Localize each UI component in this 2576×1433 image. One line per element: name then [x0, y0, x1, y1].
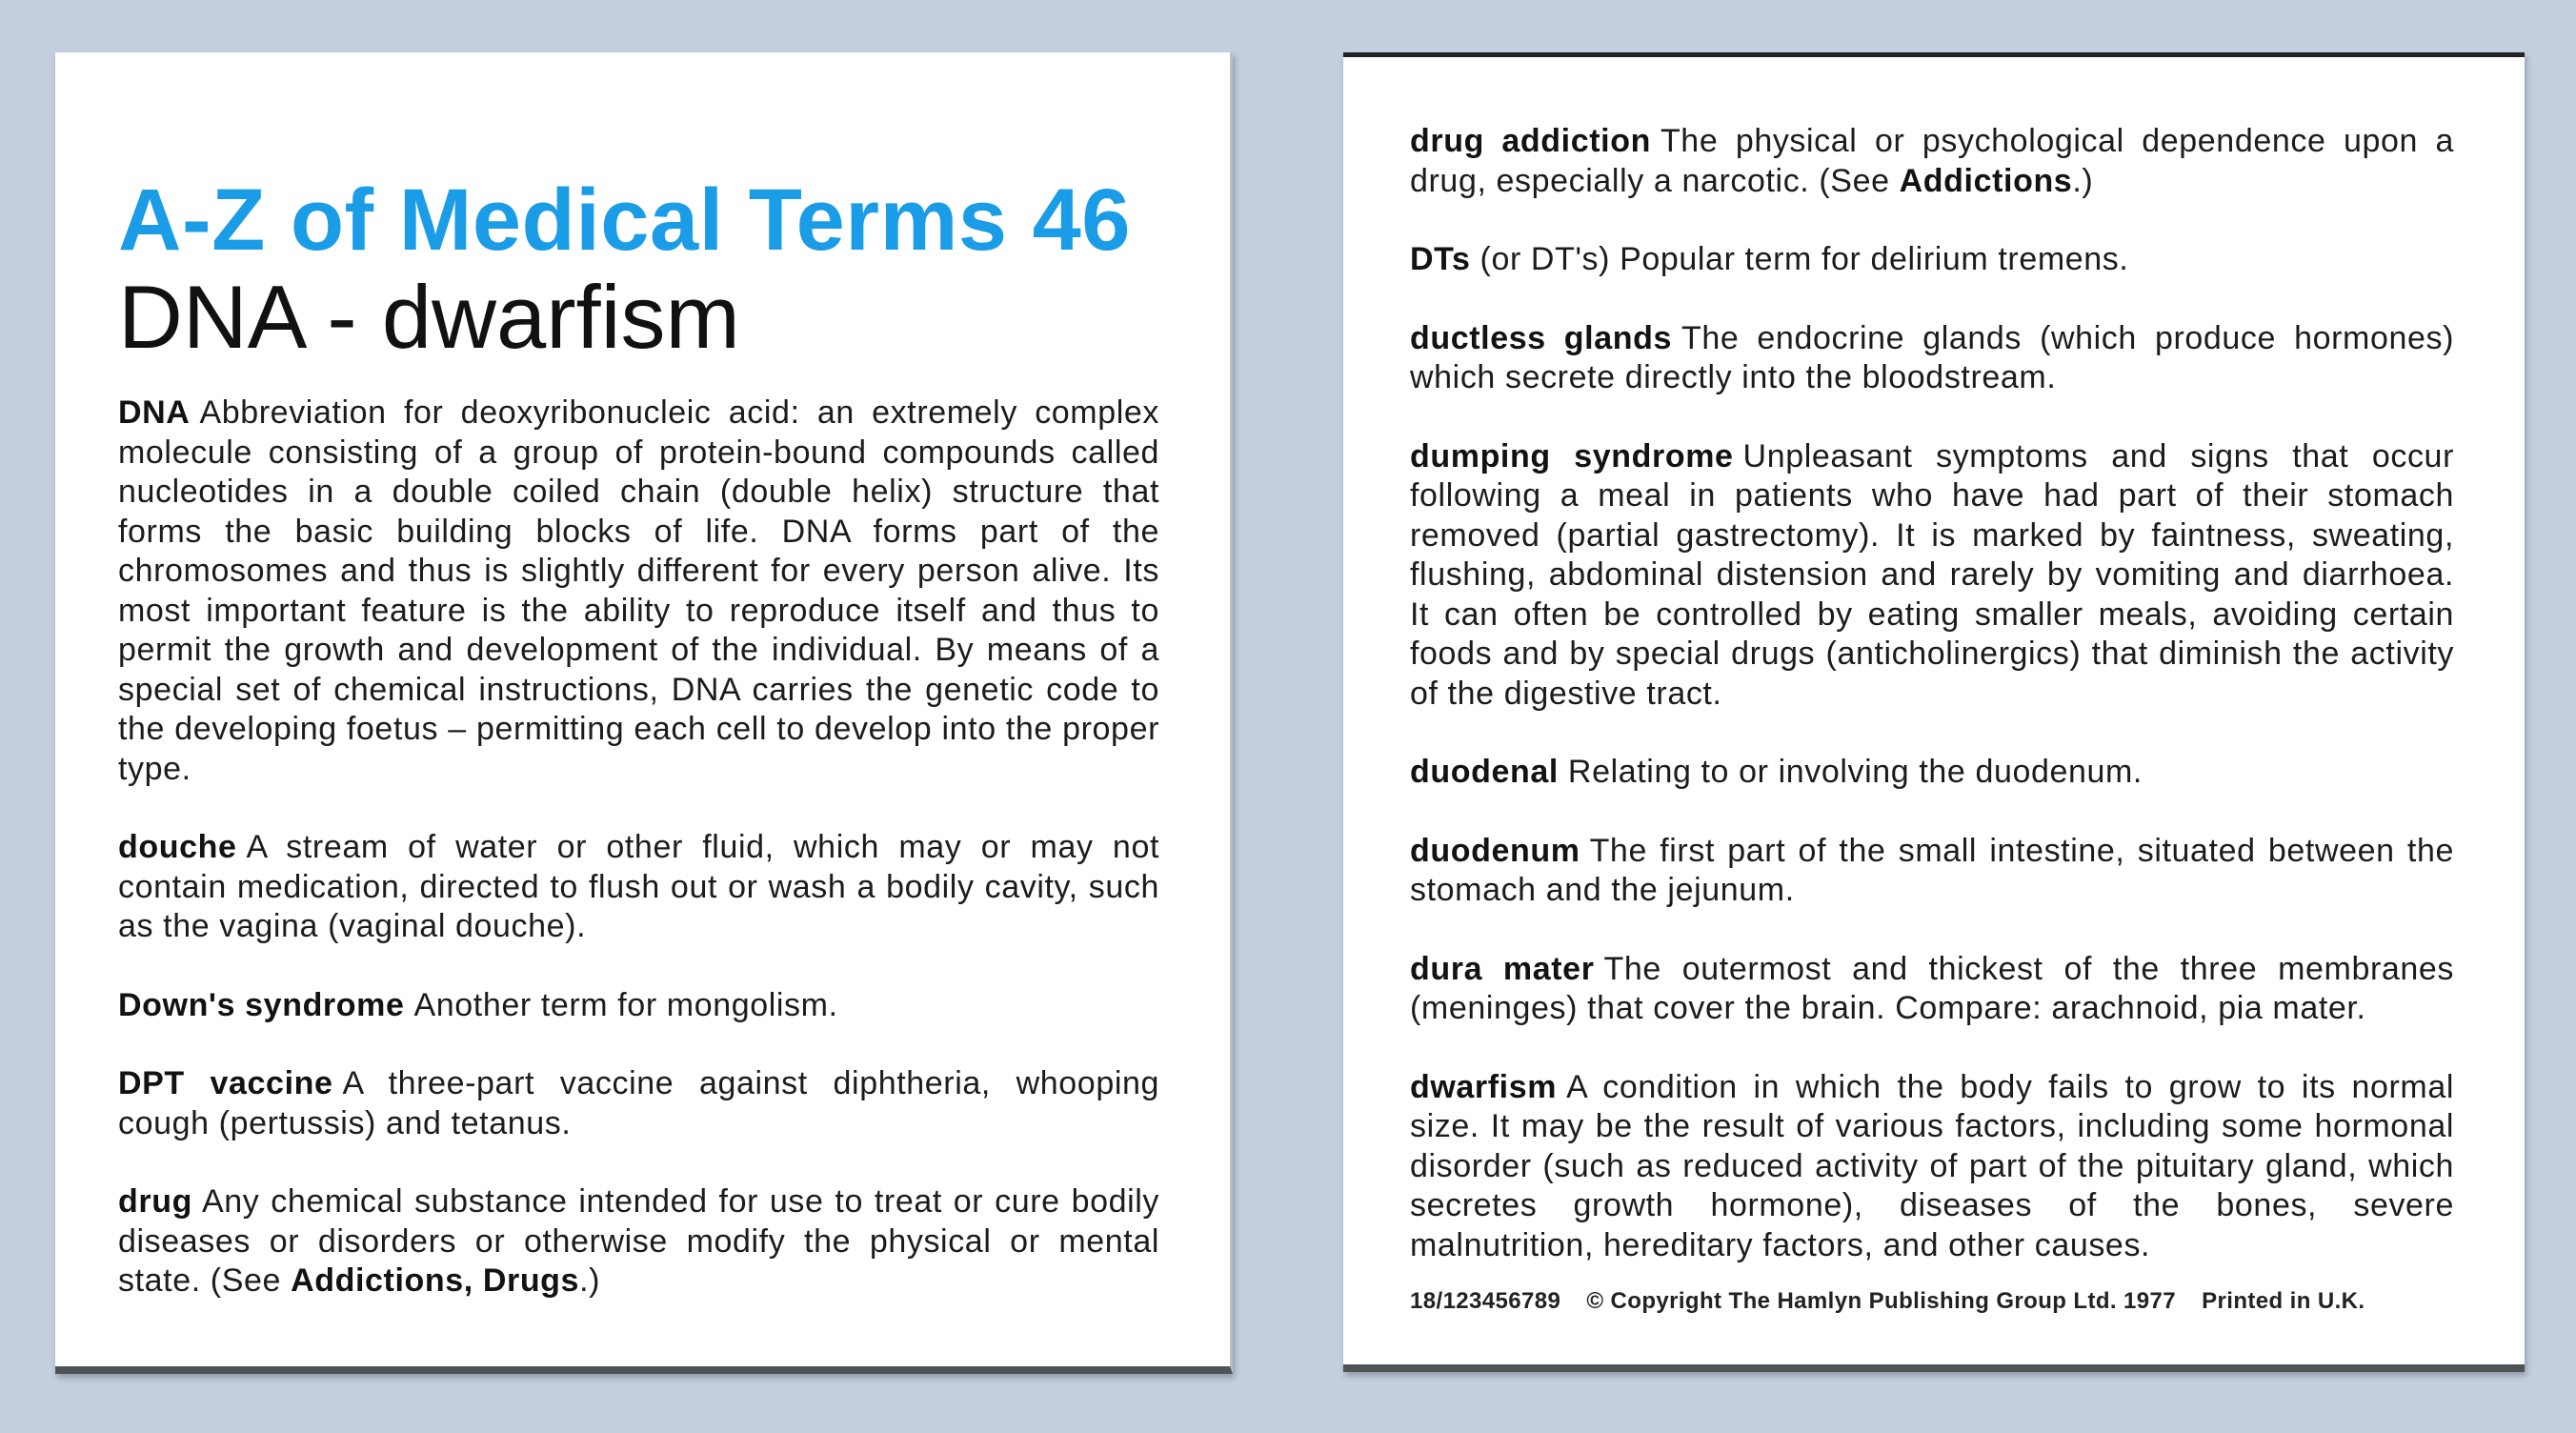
entry-term: Down's syndrome: [118, 986, 405, 1023]
entry-cross-reference: Addictions, Drugs: [291, 1262, 580, 1299]
entry-douche: [118, 828, 1159, 947]
entry-definition: (or DT's) Popular term for delirium tremens.: [1479, 241, 2129, 277]
entry-dwarfism: [1410, 1068, 2454, 1266]
entry-dts: [1410, 240, 2454, 280]
entry-definition: Abbreviation for deoxyribonucleic acid: an extremely complex molecule consisting of a group of protein-bound compounds called nucleotides in a double coiled chain (double helix) structure that forms the basic building blocks of life. DNA forms part of the chromosomes and thus is slightly different for every person alive. Its most important feature is the ability to reproduce itself and thus to permit the growth and development of the individual. By means of a special set of chemical instructions, DNA carries the genetic code to the developing foetus – permitting each cell to develop into the proper type.: [118, 394, 1159, 787]
entry-definition: Unpleasant symptoms and signs that occur following a meal in patients who have had part of their stomach removed (partial gastrectomy). It is marked by faintness, sweating, flushing, abdominal distension and rarely by vomiting and diarrhoea. It can often be controlled by eating smaller meals, avoiding certain foods and by special drugs (anticholinergics) that diminish the activity of the digestive tract.: [1410, 437, 2454, 712]
card-back: [1343, 52, 2525, 1372]
entry-definition-tail: .): [2072, 162, 2094, 199]
entry-dura-mater: [1410, 950, 2454, 1029]
entry-definition: A three-part vaccine against diphtheria, whooping cough (pertussis) and tetanus.: [118, 1065, 1159, 1141]
entry-term: duodenum: [1410, 832, 1580, 869]
card-subtitle: DNA - dwarfism: [118, 267, 740, 367]
entry-term: dwarfism: [1410, 1068, 1558, 1105]
entry-definition: A condition in which the body fails to grow to its normal size. It may be the result of various factors, including some hormonal disorder (such as reduced activity of part of the pituitary gland, which secretes growth hormone), diseases of the bones, severe malnutrition, hereditary factors, and other causes.: [1410, 1068, 2454, 1263]
entry-duodenum: [1410, 832, 2454, 911]
entry-dna: [118, 394, 1159, 789]
card-front: [55, 52, 1233, 1374]
footer-code: 18/123456789: [1410, 1288, 1561, 1314]
entry-term: douche: [118, 829, 237, 865]
entry-ductless-glands: [1410, 319, 2454, 398]
footer-printed: Printed in U.K.: [2202, 1288, 2365, 1314]
entry-downs-syndrome: [118, 986, 1159, 1026]
entry-definition-tail: .): [579, 1262, 601, 1299]
entry-duodenal: [1410, 753, 2454, 793]
entry-cross-reference: Addictions: [1899, 162, 2073, 199]
entry-term: DTs: [1410, 241, 1471, 277]
entry-term: dura mater: [1410, 950, 1595, 987]
entry-term: ductless glands: [1410, 319, 1672, 356]
entry-definition: The first part of the small intestine, situated between the stomach and the jejunum.: [1410, 832, 2454, 908]
footer-copyright: © Copyright The Hamlyn Publishing Group Ltd. 1977: [1586, 1288, 2177, 1314]
entry-definition: The endocrine glands (which produce hormones) which secrete directly into the bloodstream.: [1410, 319, 2455, 395]
entry-term: drug: [118, 1183, 192, 1220]
entry-term: DPT vaccine: [118, 1065, 333, 1101]
card-title: A-Z of Medical Terms 46: [118, 172, 1131, 269]
entry-definition: Another term for mongolism.: [413, 986, 838, 1023]
entry-dumping-syndrome: [1410, 437, 2454, 715]
entry-term: dumping syndrome: [1410, 437, 1734, 474]
entry-drug-addiction: [1410, 122, 2454, 201]
entry-definition: The outermost and thickest of the three membranes (meninges) that cover the brain. Compare: arachnoid, pia mater.: [1410, 950, 2455, 1026]
entry-term: drug addiction: [1410, 123, 1651, 159]
entry-term: DNA: [118, 394, 191, 431]
entry-term: duodenal: [1410, 754, 1559, 790]
card-footer: [1410, 1288, 2454, 1315]
entry-definition: Any chemical substance intended for use to treat or cure bodily diseases or disorders or otherwise modify the physical or mental state. (See: [118, 1183, 1159, 1299]
entry-definition: The physical or psychological dependence upon a drug, especially a narcotic. (See: [1410, 123, 2454, 199]
entry-definition: Relating to or involving the duodenum.: [1567, 754, 2143, 790]
entry-definition: A stream of water or other fluid, which may or may not contain medication, directed to flush out or wash a bodily cavity, such as the vagina (vaginal douche).: [118, 829, 1159, 944]
entry-drug: [118, 1182, 1159, 1302]
entry-dpt-vaccine: [118, 1064, 1159, 1143]
